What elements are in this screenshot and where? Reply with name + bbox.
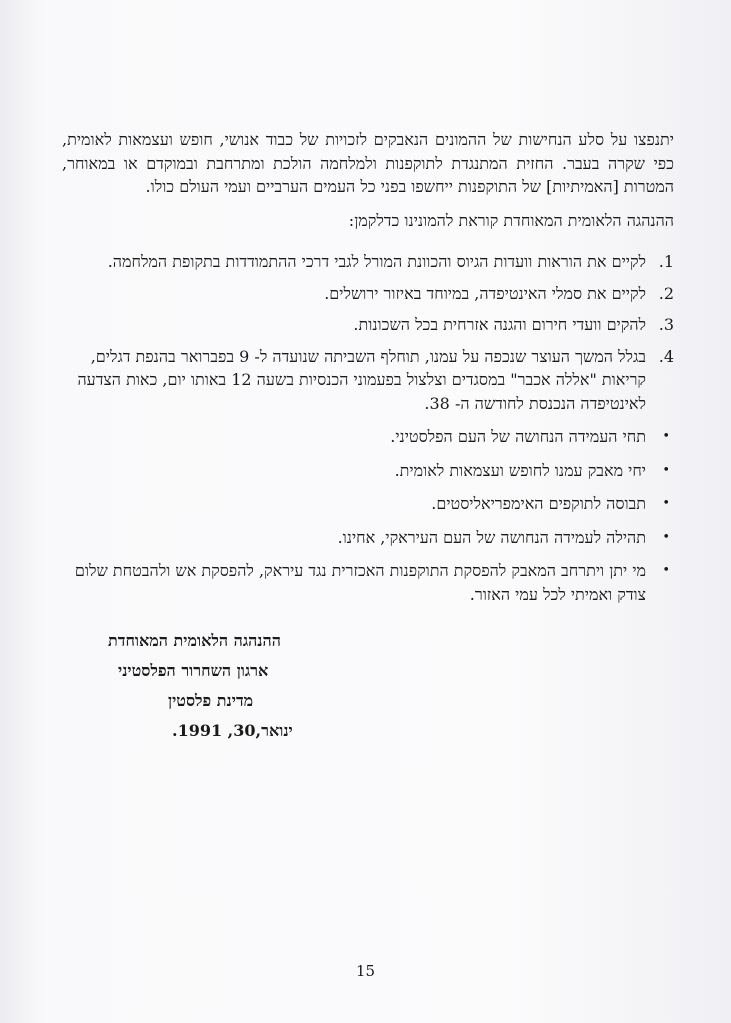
slogan-text: יחי מאבק עמנו לחופש ועצמאות לאומית. — [394, 460, 646, 480]
signature-block — [80, 626, 340, 746]
signature-line-state: מדינת פלסטין — [168, 691, 254, 710]
intro-paragraph: יתנפצו על סלע הנחישות של ההמונים הנאבקים לזכויות של כבוד אנושי, חופש ועצמאות לאומית, כפי שקרה בעבר. החזית המתנגדת לתוקפנות ולמלחמה הולכת ומתרחבת ובמוקדם או במאוחר, המטרות [האמיתיות] של התוקפנות ייחשפו בפני כל העמים הערביים ועמי העולם כולו. — [62, 130, 674, 196]
slogan-item — [62, 425, 674, 449]
bullet-icon: • — [662, 462, 670, 478]
numbered-list — [62, 250, 674, 415]
list-item — [62, 250, 674, 274]
bullet-icon: • — [662, 529, 670, 545]
slogan-text: תבוסה לתוקפים האימפריאליסטים. — [431, 494, 646, 513]
list-item — [62, 345, 674, 416]
list-item — [62, 282, 674, 306]
bullet-icon: • — [662, 496, 670, 511]
page-number: 15 — [355, 962, 376, 980]
signature-line-leadership: ההנהגה הלאומית המאוחדת — [108, 631, 281, 650]
slogan-item — [62, 459, 674, 483]
item-number: 2. — [658, 283, 674, 303]
item-text: להקים וועדי חירום והגנה אזרחית בכל השכונות. — [353, 315, 646, 334]
item-text: לקיים את סמלי האינטיפדה, במיוחד באיזור ירושלים. — [324, 283, 646, 303]
bullet-icon: • — [662, 429, 670, 444]
document-body — [62, 128, 674, 616]
call-paragraph: ההנהגה הלאומית המאוחדת קוראת להמונינו כדלקמן: — [348, 210, 674, 230]
item-text: לקיים את הוראות וועדות הגיוס והכוונת המורל לגבי דרכי ההתמודדות בתקופת המלחמה. — [107, 252, 646, 271]
signature-line-organization: ארגון השחרור הפלסטיני — [118, 661, 269, 680]
item-text: בגלל המשך העוצר שנכפה על עמנו, תוחלף השביתה שנועדה ל- 9 בפברואר בהנפת דגלים, קריאות "אללה אכבר" במסגדים וצלצול בפעמוני הכנסיות בשעה 12 באותו יום, כאות הצדעה לאינטיפדה הנכנסת לחודשה ה- 38. — [77, 346, 646, 413]
item-number: 3. — [658, 315, 674, 334]
slogan-text: מי יתן ויתרחב המאבק להפסקת התוקפנות האכזרית נגד עיראק, להפסקת אש ולהבטחת שלום צודק ואמיתי לכל עמי האזור. — [74, 561, 646, 604]
slogan-list — [62, 425, 674, 606]
slogan-item — [62, 559, 674, 606]
slogan-item — [62, 492, 674, 516]
slogan-item — [62, 526, 674, 550]
item-number: 1. — [658, 252, 674, 271]
list-item — [62, 313, 674, 337]
item-number: 4. — [658, 346, 674, 366]
slogan-text: תהילה לעמידה הנחושה של העם העיראקי, אחינו. — [337, 527, 646, 547]
slogan-text: תחי העמידה הנחושה של העם הפלסטיני. — [390, 427, 646, 446]
bullet-icon: • — [662, 563, 670, 578]
signature-line-date: ינואר,30, 1991. — [172, 721, 293, 740]
